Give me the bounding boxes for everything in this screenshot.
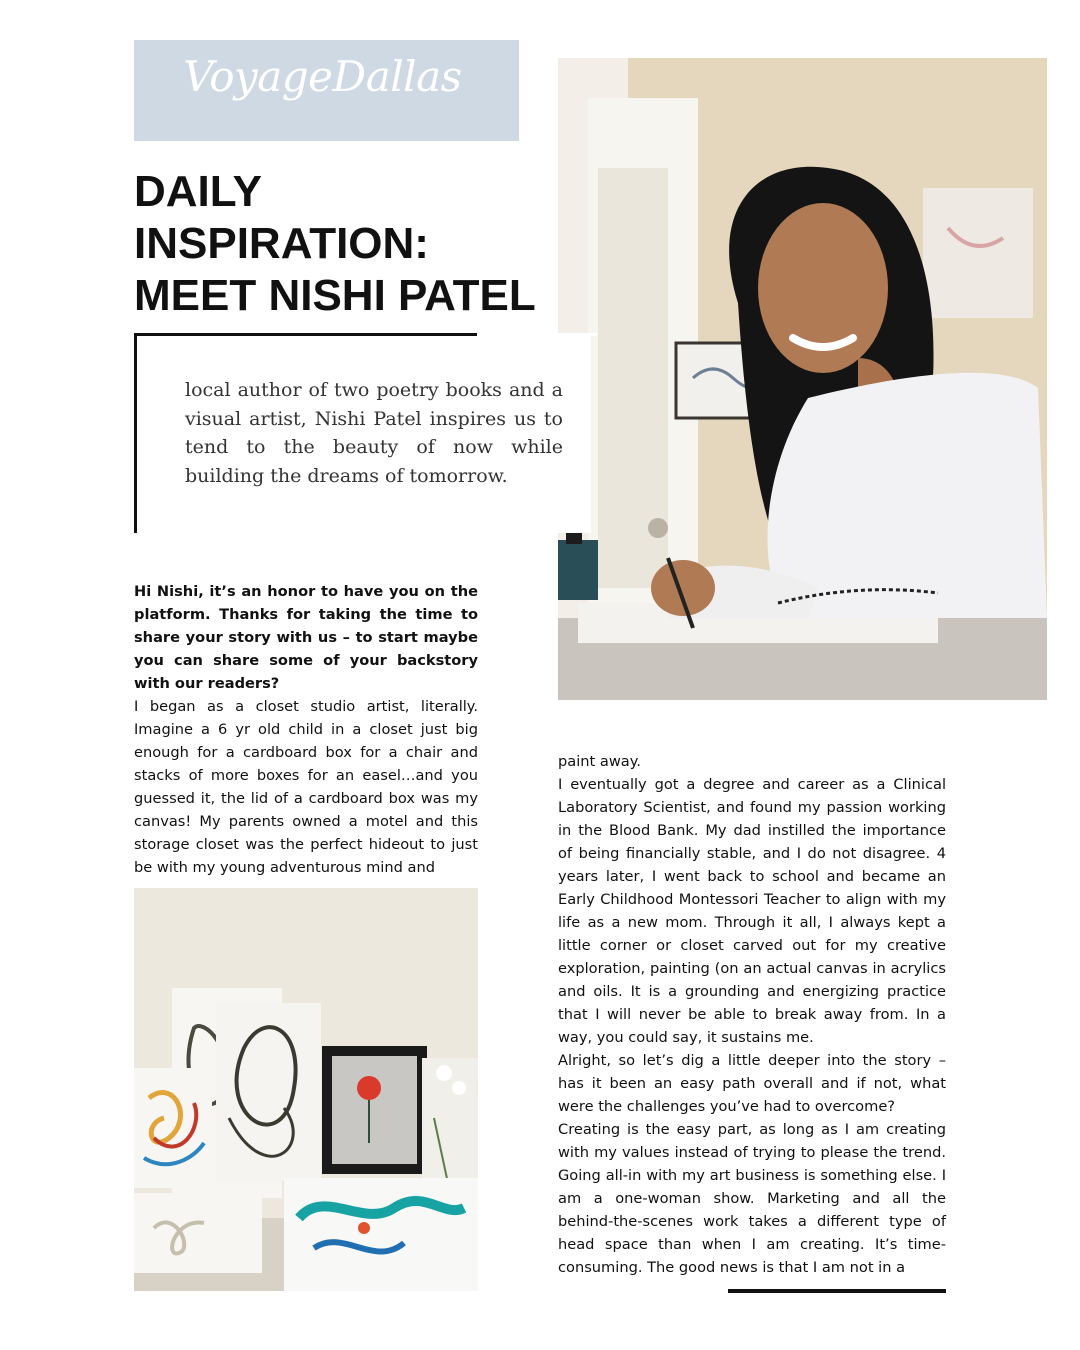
publication-logo-box <box>134 40 519 141</box>
interview-answer-paragraph: I eventually got a degree and career as a Clinical Laboratory Scientist, and found my passion working in the Blood Bank. My dad instilled the importance of being financially stable, and I do not disagree. 4 years later, I went back to school and became an Early Childhood Montessori Teacher to align with my life as a new mom. Through it all, I always kept a little corner or closet carved out for my creative exploration, painting (on an actual canvas in acrylics and oils. It is a grounding and energizing practice that I will never be able to break away from. In a way, you could say, it sustains me. <box>558 776 946 1046</box>
section-end-rule <box>728 1289 946 1293</box>
interview-question: Hi Nishi, it’s an honor to have you on the platform. Thanks for taking the time to share your story with us – to start maybe you can share some of your backstory with our readers? <box>134 583 478 692</box>
interview-answer: Creating is the easy part, as long as I am creating with my values instead of trying to please the trend. Going all-in with my art business is something else. I am a one-woman show. Marketing and all the behind-the-scenes work takes a different type of head space than when I am creating. It’s time-consuming. The good news is that I am not in a <box>558 1121 946 1276</box>
interview-answer-continued: paint away. <box>558 753 641 770</box>
article-column-left <box>134 580 478 879</box>
headline-line: MEET NISHI PATEL <box>134 271 536 320</box>
intro-callout <box>134 333 591 533</box>
portrait-illustration <box>558 58 1047 700</box>
interview-answer: I began as a closet studio artist, literally. Imagine a 6 yr old child in a closet just big enough for a cardboard box for a chair and stacks of more boxes for an easel…and you guessed it, the lid of a cardboard box was my canvas! My parents owned a motel and this storage closet was the perfect hideout to just be with my young adventurous mind and <box>134 698 478 876</box>
intro-text: local author of two poetry books and a visual artist, Nishi Patel inspires us to tend to the beauty of now while building the dreams of tomorrow. <box>185 379 563 487</box>
portrait-photo <box>558 58 1047 700</box>
artwork-illustration <box>134 888 478 1291</box>
article-column-right <box>558 750 946 1279</box>
artwork-photo <box>134 888 478 1291</box>
headline-line: INSPIRATION: <box>134 219 429 268</box>
interview-question: Alright, so let’s dig a little deeper into the story – has it been an easy path overall and if not, what were the challenges you’ve had to overcome? <box>558 1052 946 1115</box>
publication-logo: VoyageDallas <box>183 52 462 101</box>
article-headline <box>134 166 564 322</box>
headline-line: DAILY <box>134 167 262 216</box>
